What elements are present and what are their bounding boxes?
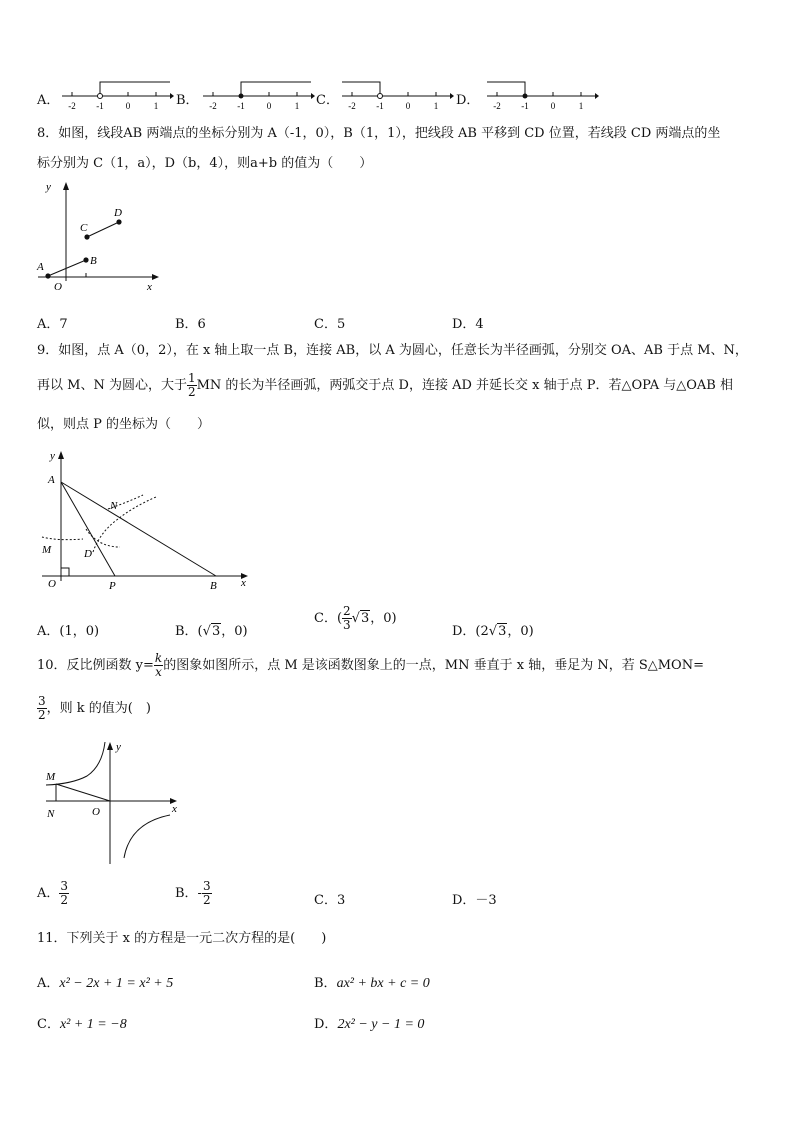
q10-option-d: D．－3 — [452, 893, 497, 908]
tick-label: 1 — [294, 101, 300, 111]
q8-option-d: D．4 — [452, 317, 484, 332]
sqrt-symbol: √ — [202, 624, 211, 639]
fraction: $\frac{3}{2}$ — [60, 879, 69, 907]
point-n-label: N — [110, 500, 118, 512]
tick-label: 0 — [266, 101, 272, 111]
fraction-two-thirds: $\frac{2}{3}$ — [343, 604, 351, 632]
point-d-label: D — [114, 207, 122, 219]
sqrt-symbol: √ — [488, 624, 498, 639]
point-a-label: A — [37, 261, 44, 273]
point-a-label: A — [48, 474, 55, 486]
tick-label: -2 — [348, 101, 356, 111]
q9-option-d: D．(2√3，0) — [452, 624, 534, 639]
point-c-label: C — [80, 222, 88, 234]
point-m-label: M — [46, 771, 56, 783]
q11-option-b: B．ax² + bx + c = 0 — [314, 976, 430, 991]
q8-option-b: B．6 — [175, 317, 206, 332]
q8-stem-line2: 标分别为 C（1，a），D（b，4），则a+b 的值为（ ） — [37, 156, 373, 171]
q7-option-a-letter: A． — [37, 93, 60, 108]
q10-stem-line2: $\frac{3}{2}$ ，则 k 的值为( ) — [38, 694, 151, 722]
q11-option-c: C．x² + 1 = −8 — [37, 1017, 127, 1032]
q7-option-b-letter: B． — [176, 93, 199, 108]
point-d-label: D — [84, 548, 92, 560]
x-axis-label: x — [241, 577, 246, 589]
x-axis-label: x — [172, 803, 177, 815]
y-axis-label: y — [50, 450, 55, 462]
q9-option-b: B．(√3，0) — [175, 624, 248, 639]
q7-option-a-numberline — [58, 78, 174, 110]
q9-option-c: C．( $\frac{2}{3}$ √3，0) — [314, 604, 397, 632]
q9-stem-line3: 似，则点 P 的坐标为（ ） — [37, 417, 211, 432]
tick-label: -1 — [237, 101, 245, 111]
point-p-label: P — [109, 580, 116, 592]
q11-option-d: D．2x² − y − 1 = 0 — [314, 1017, 425, 1032]
q7-option-c-numberline — [338, 78, 454, 110]
q10-option-a: A． $\frac{3}{2}$ — [37, 879, 69, 907]
q9-stem-line2 — [37, 372, 733, 399]
tick-label: -1 — [96, 101, 104, 111]
q9-stem-line1: 9．如图，点 A（0，2），在 x 轴上取一点 B，连接 AB，以 A 为圆心，任意长为半径画弧，分别交 OA、AB 于点 M、N， — [37, 343, 748, 358]
tick-label: -2 — [68, 101, 76, 111]
fraction-k-over-x: $\frac{k}{x}$ — [154, 651, 163, 679]
x-axis-label: x — [147, 281, 152, 293]
origin-label: O — [92, 806, 100, 818]
q7-option-b-numberline — [199, 78, 315, 110]
point-b-label: B — [210, 580, 217, 592]
q7-option-d-letter: D． — [456, 93, 480, 108]
sqrt-symbol: √ — [351, 611, 360, 626]
point-m-label: M — [42, 544, 52, 556]
tick-label: -2 — [493, 101, 501, 111]
origin-label: O — [48, 578, 56, 590]
q9-option-a: A．(1，0) — [37, 624, 100, 639]
tick-label: -1 — [521, 101, 529, 111]
q8-stem-line1: 8．如图，线段AB 两端点的坐标分别为 A（-1，0），B（1，1），把线段 AB 平移到 CD 位置，若线段 CD 两端点的坐 — [37, 126, 721, 141]
tick-label: 0 — [405, 101, 411, 111]
q11-stem: 11．下列关于 x 的方程是一元二次方程的是( ) — [37, 931, 327, 946]
y-axis-label: y — [116, 741, 121, 753]
point-b-label: B — [90, 255, 97, 267]
q9-line2-post: MN 的长为半径画弧，两弧交于点 D，连接 AD 并延长交 x 轴于点 P．若△OPA 与△OAB 相 — [196, 378, 733, 393]
q10-figure — [42, 738, 192, 868]
y-axis-label: y — [46, 181, 51, 193]
q10-stem-line1: 10．反比例函数 y= $\frac{k}{x}$ 的图象如图所示，点 M 是该函数图象上的一点，MN 垂直于 x 轴，垂足为 N，若 S△MON= — [37, 651, 704, 679]
q9-line2-pre: 再以 M、N 为圆心，大于 — [37, 378, 187, 393]
tick-label: 1 — [433, 101, 439, 111]
fraction: $\frac{3}{2}$ — [202, 879, 211, 907]
q11-option-a: A．x² − 2x + 1 = x² + 5 — [37, 976, 174, 991]
fraction-three-halves: $\frac{3}{2}$ — [38, 694, 46, 722]
q7-option-c-letter: C． — [316, 93, 339, 108]
tick-label: 1 — [578, 101, 584, 111]
q10-option-c: C．3 — [314, 893, 346, 908]
tick-label: -2 — [209, 101, 217, 111]
origin-label: O — [54, 281, 62, 293]
tick-label: -1 — [376, 101, 384, 111]
tick-label: 1 — [153, 101, 159, 111]
q8-figure — [34, 178, 164, 293]
q9-figure — [38, 447, 253, 592]
point-n-label: N — [47, 808, 55, 820]
q9-fraction-half: $\frac{1}{2}$ — [187, 371, 196, 399]
q8-option-c: C．5 — [314, 317, 346, 332]
q7-option-d-numberline — [483, 78, 599, 110]
tick-label: 0 — [550, 101, 556, 111]
tick-label: 0 — [125, 101, 131, 111]
q8-option-a: A．7 — [37, 317, 68, 332]
q10-option-b: B．- $\frac{3}{2}$ — [175, 879, 211, 907]
